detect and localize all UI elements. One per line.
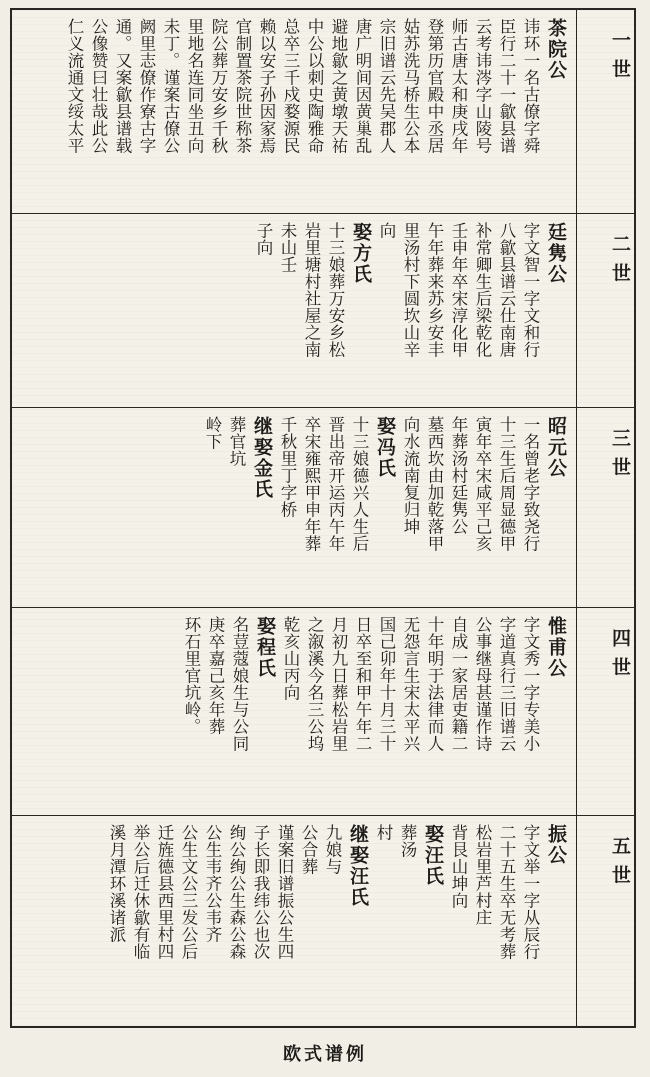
- text-column: 岭下: [203, 416, 222, 450]
- generation-row: [12, 408, 634, 608]
- generation-label: 三世: [609, 428, 631, 486]
- text-column: 十年明于法律而人: [425, 616, 444, 752]
- text-column: 之溆溪今名三公坞: [305, 616, 324, 752]
- text-column: 松岩里芦村庄: [473, 824, 492, 926]
- text-column: 十三生后周显德甲: [497, 416, 516, 552]
- text-column: 日卒至和甲午年二: [353, 616, 372, 752]
- text-column: 子长即我纬公也次: [251, 824, 270, 960]
- generation-label: 四世: [609, 628, 631, 686]
- text-column: 补常卿生后梁乾化: [473, 222, 492, 358]
- generation-row: [12, 608, 634, 816]
- genealogy-table: [10, 8, 636, 1028]
- generation-label: 一世: [609, 30, 631, 88]
- text-column: 官制置茶院世称茶: [233, 18, 252, 154]
- person-name: 娶冯氏: [374, 416, 396, 479]
- text-column: 向: [377, 222, 396, 239]
- text-column: 仁义流通文绥太平: [65, 18, 84, 154]
- generation-cell: [576, 408, 634, 607]
- generation-cell: [576, 10, 634, 213]
- text-column: 通。又案歙县谱载: [113, 18, 132, 154]
- text-column: 避地歙之黄墩天祐: [329, 18, 348, 154]
- text-column: 姑苏洗马桥生公本: [401, 18, 420, 154]
- text-column: 十三娘德兴人生后: [350, 416, 369, 552]
- text-column: 字文智一字文和行: [521, 222, 540, 358]
- text-column: 举公后迁休歙有临: [131, 824, 150, 960]
- text-column: 寅年卒宋咸平己亥: [473, 416, 492, 552]
- text-column: 公事继母甚谨作诗: [473, 616, 492, 752]
- person-name: 惟甫公: [545, 616, 567, 679]
- text-column: 里汤村下圆坎山辛: [401, 222, 420, 358]
- person-name: 娶方氏: [350, 222, 372, 285]
- text-column: 名荳蔻娘生与公同: [230, 616, 249, 752]
- text-column: 字道真行三旧谱云: [497, 616, 516, 752]
- generation-row: [12, 10, 634, 214]
- generation-row: [12, 816, 634, 1026]
- generation-label: 二世: [609, 234, 631, 292]
- person-name: 廷隽公: [545, 222, 567, 285]
- text-column: 中公以刺史陶雅命: [305, 18, 324, 154]
- text-column: 一名曾老字致尧行: [521, 416, 540, 552]
- text-column: 院公葬万安乡千秋: [209, 18, 228, 154]
- text-column: 公生文公三发公后: [179, 824, 198, 960]
- person-name: 昭元公: [545, 416, 567, 479]
- text-column: 谨案旧谱振公生四: [275, 824, 294, 960]
- person-name: 娶汪氏: [422, 824, 444, 887]
- text-column: 登第历官殿中丞居: [425, 18, 444, 154]
- text-column: 二十五生卒无考葬: [497, 824, 516, 960]
- person-name: 茶院公: [545, 18, 567, 81]
- generation-entry: [12, 10, 576, 213]
- text-column: 未丁。谨案古僚公: [161, 18, 180, 154]
- text-column: 公像赞曰壮哉此公: [89, 18, 108, 154]
- text-column: 无怨言生宋太平兴: [401, 616, 420, 752]
- text-column: 字文举一字从辰行: [521, 824, 540, 960]
- text-column: 九娘与: [323, 824, 342, 875]
- text-column: 卒宋雍熙甲申年葬: [302, 416, 321, 552]
- text-column: 乾亥山丙向: [281, 616, 300, 701]
- person-name: 继娶金氏: [251, 416, 273, 500]
- text-column: 公生韦齐公韦齐: [203, 824, 222, 943]
- text-column: 迁旌德县西里村四: [155, 824, 174, 960]
- text-column: 宗旧谱云先吴郡人: [377, 18, 396, 154]
- text-column: 阙里志僚作寮古字: [137, 18, 156, 154]
- text-column: 国己卯年十月三十: [377, 616, 396, 752]
- text-column: 未山壬: [278, 222, 297, 273]
- text-column: 师古唐太和庚戌年: [449, 18, 468, 154]
- text-column: 绚公绚公生森公森: [227, 824, 246, 960]
- text-column: 唐广明间因黄巢乱: [353, 18, 372, 154]
- generation-entry: [12, 214, 576, 407]
- text-column: 月初九日葬松岩里: [329, 616, 348, 752]
- text-column: 云考讳涔字山陵号: [473, 18, 492, 154]
- generation-cell: [576, 608, 634, 815]
- text-column: 向水流南复归坤: [401, 416, 420, 535]
- generation-cell: [576, 214, 634, 407]
- text-column: 岩里塘村社屋之南: [302, 222, 321, 358]
- text-column: 庚卒嘉己亥年葬: [206, 616, 225, 735]
- text-column: 赖以安子孙因家焉: [257, 18, 276, 154]
- person-name: 继娶汪氏: [347, 824, 369, 908]
- text-column: 葬汤: [398, 824, 417, 858]
- text-column: 字文秀一字专美小: [521, 616, 540, 752]
- text-column: 自成一家居吏籍二: [449, 616, 468, 752]
- text-column: 村: [374, 824, 393, 841]
- text-column: 葬官坑: [227, 416, 246, 467]
- text-column: 午年葬来苏乡安丰: [425, 222, 444, 358]
- text-column: 公合葬: [299, 824, 318, 875]
- text-column: 壬申年卒宋淳化甲: [449, 222, 468, 358]
- text-column: 背艮山坤向: [449, 824, 468, 909]
- text-column: 子向: [254, 222, 273, 256]
- text-column: 环石里官坑岭。: [182, 616, 201, 735]
- text-column: 年葬汤村廷隽公: [449, 416, 468, 535]
- text-column: 十三娘葬万安乡松: [326, 222, 345, 358]
- text-column: 溪月潭环溪诸派: [107, 824, 126, 943]
- text-column: 总卒三千戍婺源民: [281, 18, 300, 154]
- person-name: 振公: [545, 824, 567, 866]
- generation-label: 五世: [609, 836, 631, 894]
- text-column: 墓西坎由加乾落甲: [425, 416, 444, 552]
- generation-entry: [12, 408, 576, 607]
- person-name: 娶程氏: [254, 616, 276, 679]
- figure-caption: 欧式谱例: [283, 1044, 367, 1065]
- text-column: 里地名连同坐丑向: [185, 18, 204, 154]
- text-column: 臣行二十一歙县谱: [497, 18, 516, 154]
- generation-entry: [12, 608, 576, 815]
- generation-cell: [576, 816, 634, 1026]
- text-column: 讳环一名古僚字舜: [521, 18, 540, 154]
- generation-entry: [12, 816, 576, 1026]
- generation-row: [12, 214, 634, 408]
- text-column: 千秋里丁字桥: [278, 416, 297, 518]
- text-column: 晋出帝开运丙午年: [326, 416, 345, 552]
- text-column: 八歙县谱云仕南唐: [497, 222, 516, 358]
